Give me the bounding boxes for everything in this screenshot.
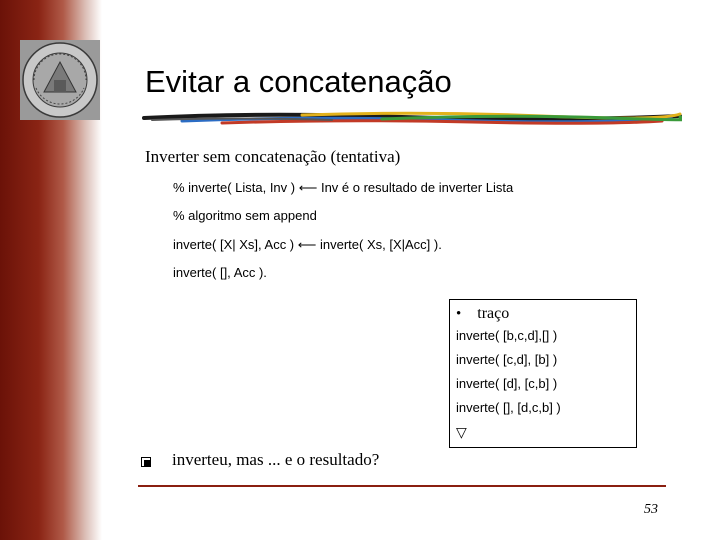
trace-step: inverte( [c,d], [b] ) [456,352,558,367]
code-line-clause-2: inverte( [], Acc ). [173,265,267,280]
trace-bullet: • [456,306,462,322]
slide-subtitle: Inverter sem concatenação (tentativa) [145,147,401,166]
code-line-clause-1: inverte( [X| Xs], Acc ) ⟵ inverte( Xs, [X|Acc] ). [173,237,442,252]
slide-title: Evitar a concatenação [145,64,452,99]
footer-rule [138,485,666,487]
code-line-comment-1: % inverte( Lista, Inv ) ⟵ Inv é o resultado de inverter Lista [173,180,514,195]
university-seal-icon [20,40,100,120]
paint-stroke-underline [142,108,682,130]
page-number: 53 [644,502,658,517]
trace-label: traço [477,305,510,322]
trace-box [449,299,637,448]
trace-step: inverte( [b,c,d],[] ) [456,328,558,343]
trace-step: inverte( [], [d,c,b] ) [456,400,561,415]
code-line-comment-2: % algoritmo sem append [173,208,317,223]
trace-header [456,305,509,323]
conclusion-text: inverteu, mas ... e o resultado? [172,450,380,469]
trace-step: inverte( [d], [c,b] ) [456,376,558,391]
trace-end-triangle-icon: ▽ [456,424,467,440]
square-bullet-icon [141,457,151,467]
